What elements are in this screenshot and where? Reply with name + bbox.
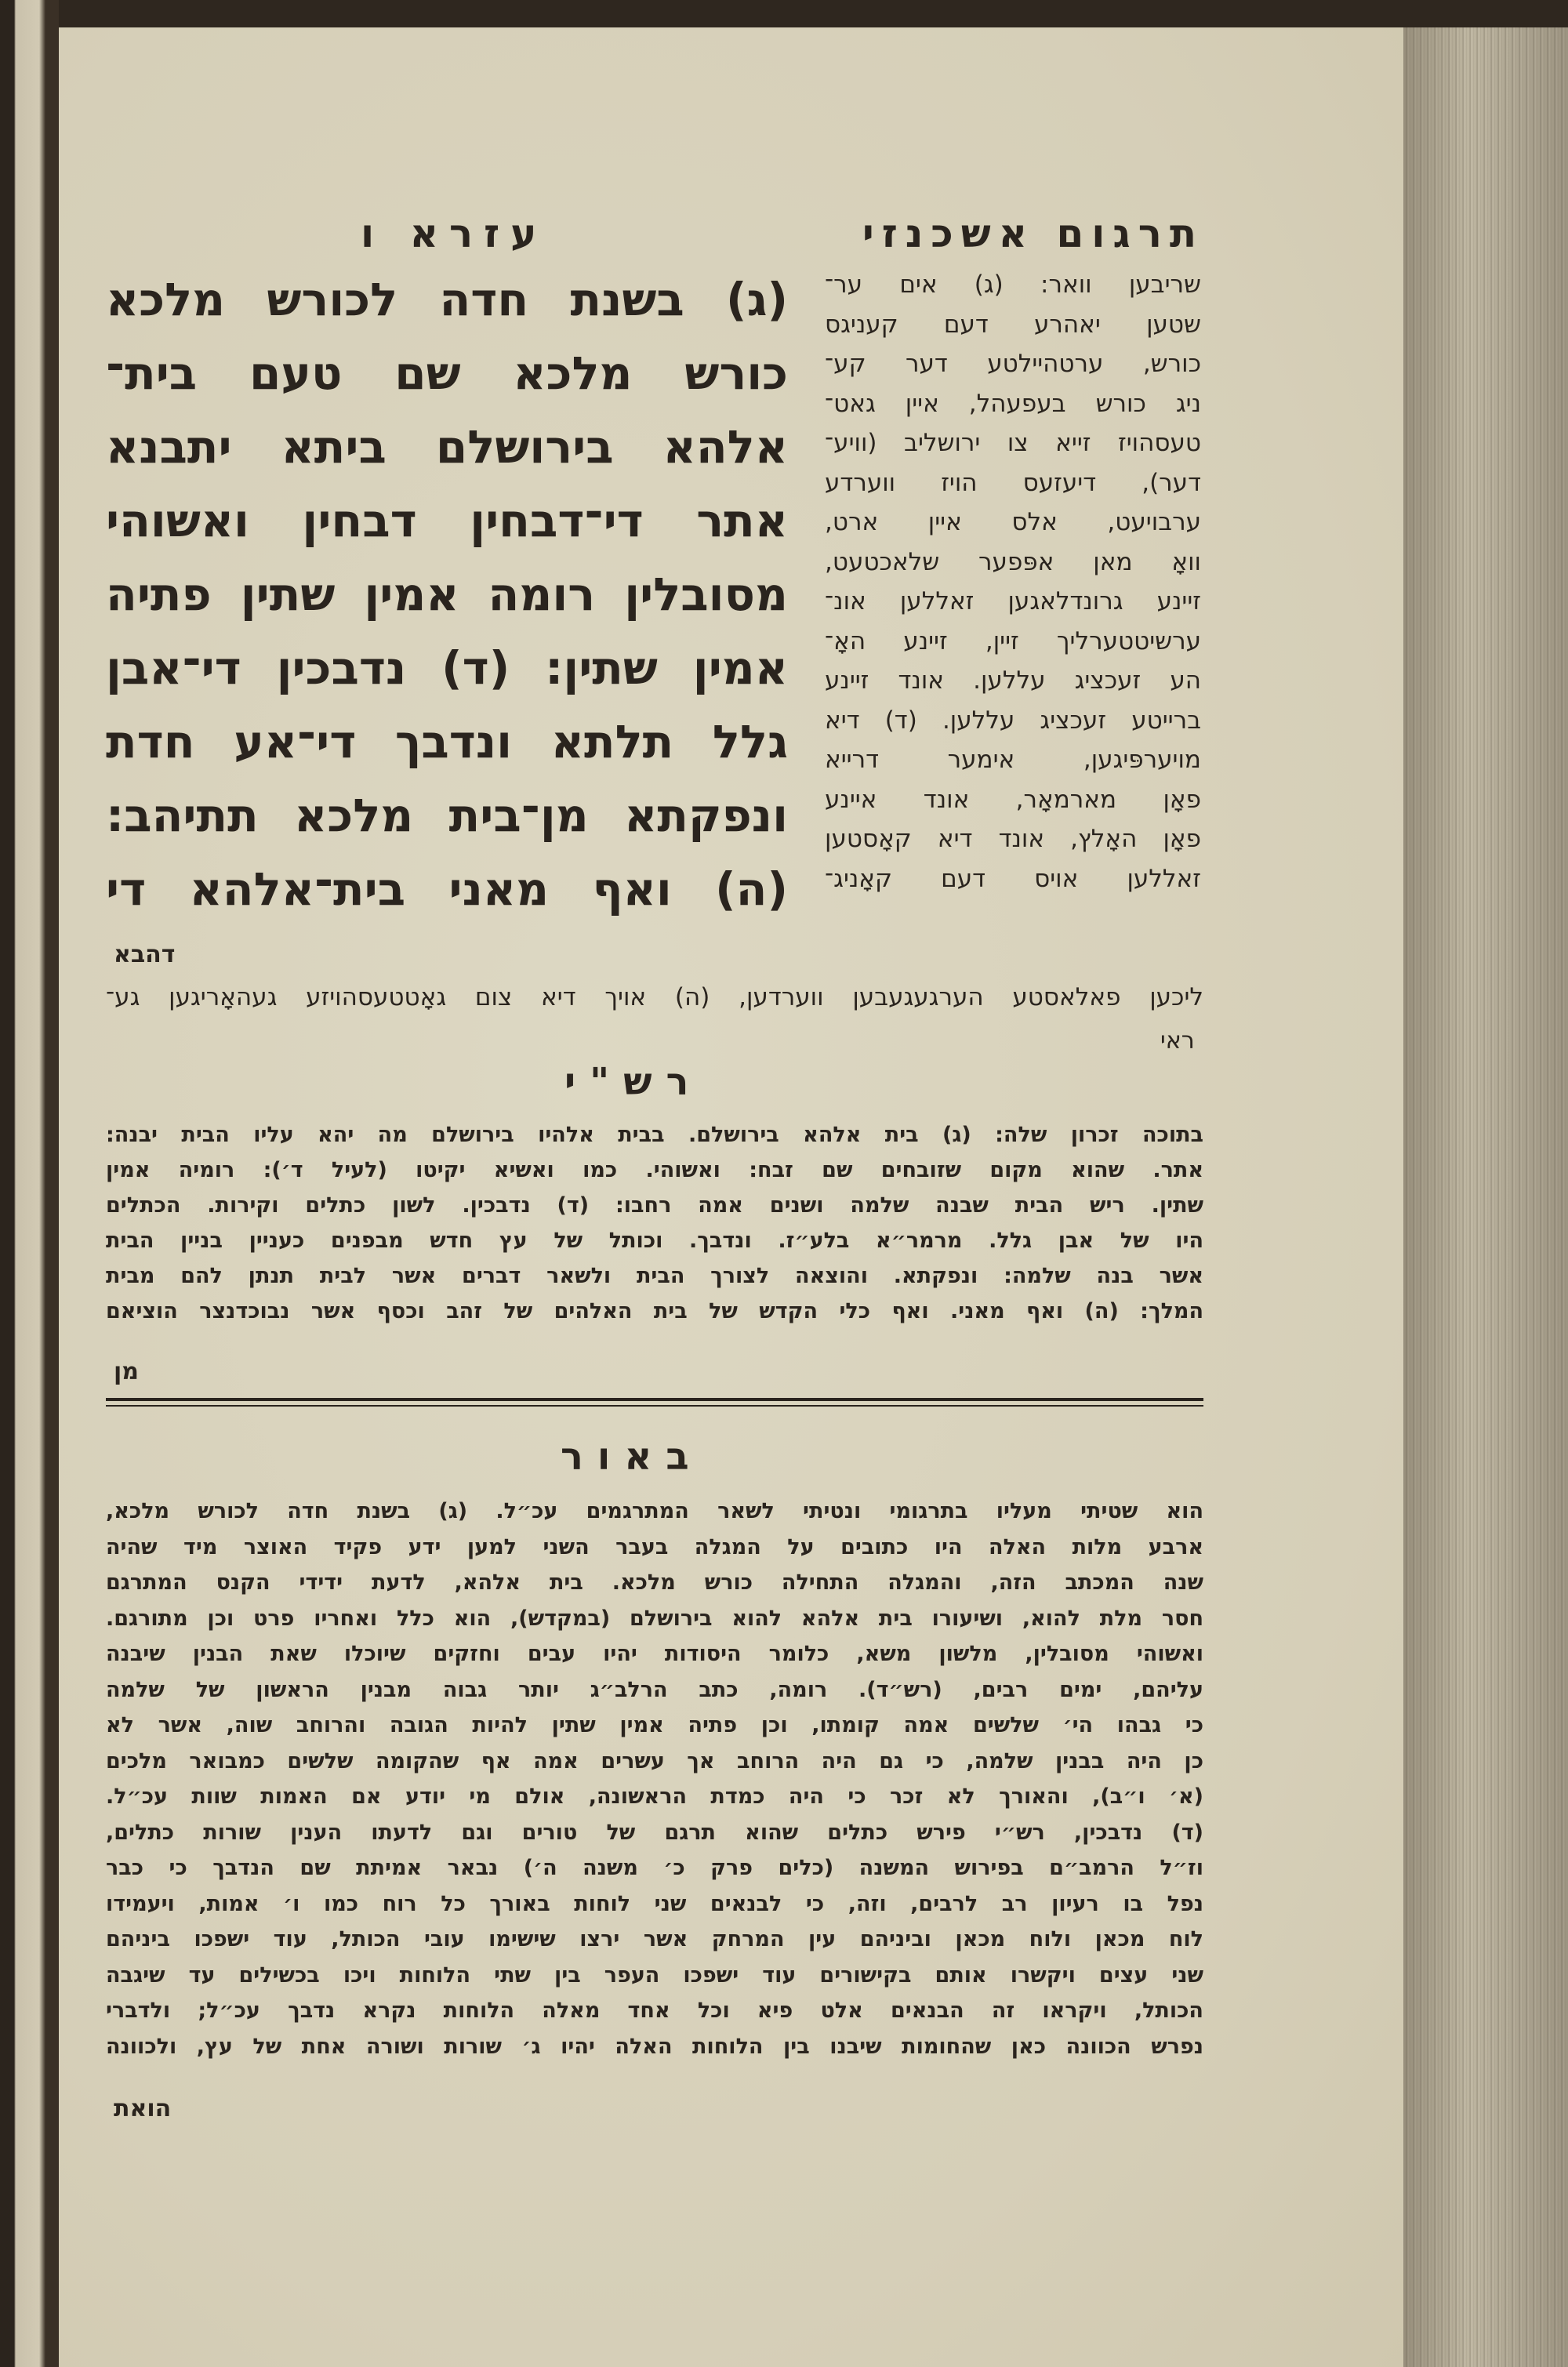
text-line: כורש, ערטהיילטע דער קע־ bbox=[825, 350, 1201, 378]
text-line: הוא שטיתי מעליו בתרגומי ונטיתי לשאר המתרגמים עכ״ל. (ג) בשנת חדה לכורש מלכא, bbox=[106, 1499, 1203, 1523]
biur-catchword: הואת bbox=[114, 2095, 172, 2122]
text-line: ערשיטטערליך זיין, זיינע האָ־ bbox=[825, 626, 1201, 655]
translation-full-width-line: ליכען פאלאסטע הערגעגעבען ווערדען, (ה) אויך דיא צום גאָטטעסהויזע געהאָריגען גע־ bbox=[106, 983, 1203, 1011]
biur-commentary bbox=[106, 1494, 1203, 2064]
text-line: שתין. ריש הבית שבנה שלמה ושנים אמה רחבו: (ד) נדבכין. לשון כתלים וקירות. הכתלים bbox=[106, 1193, 1203, 1218]
aramaic-text-column bbox=[106, 263, 788, 926]
text-line: (ד) נדבכין, רש״י פירש כתלים שהוא תרגם של טורים וגם לדעתו הענין שורות כתלים, bbox=[106, 1820, 1203, 1845]
text-line: ארבע מלות האלה היו כתובים על המגלה בעבר השני למען ידע פקיד האוצר מיד שהיה bbox=[106, 1534, 1203, 1559]
text-line: שטען יאהרע דעם קעניגס bbox=[825, 310, 1201, 339]
text-line: היו של אבן גלל. מרמר״א בלע״ז. ונדבך. וכותל של עץ חדש מבפנים כעניין בניין הבית bbox=[106, 1229, 1203, 1253]
rashi-title: רש"י bbox=[564, 1060, 703, 1104]
text-line: טעסהויז זייא צו ירושליב (וויע־ bbox=[825, 429, 1201, 457]
text-line: בתוכה זכרון שלה: (ג) בית אלהא בירושלם. בבית אלהיו בירושלם מה יהא עליו הבית יבנה: bbox=[106, 1123, 1203, 1147]
text-line: שריבען וואר: (ג) אים ער־ bbox=[825, 270, 1201, 299]
text-line: הכותל, ויקראו זה הבנאים אלט פיא וכל אחד מאלה הלוחות נקרא נדבך עכ״ל; ולדברי bbox=[106, 1999, 1203, 2023]
text-line: פאָן האָלץ, אונד דיא קאָסטען bbox=[825, 825, 1201, 853]
text-line: ונפקתא מן־בית מלכא תתיהב: bbox=[106, 789, 788, 842]
text-line: ערבויעט, אלס איין ארט, bbox=[825, 508, 1201, 536]
text-line: נפרש הכוונה כאן שהחומות שיבנו בין הלוחות האלה יהיו ג׳ שורות ושורה אחת של עץ, ולכוונה bbox=[106, 2034, 1203, 2059]
section-divider bbox=[106, 1398, 1203, 1401]
text-line: אלהא בירושלם ביתא יתבנא bbox=[106, 420, 788, 474]
text-line: אשר בנה שלמה: ונפקתא. והוצאה לצורך הבית ולשאר דברים אשר לבית תנתן להם מבית bbox=[106, 1264, 1203, 1288]
text-line: נפל בו רעיון רב לרבים, וזה, כי לבנאים שני לוחות באורך כל רוח כמו ו׳ אמות, ויעמידו bbox=[106, 1891, 1203, 1916]
text-line: (א׳ ו״ב), והאורך לא זכר כי היה כמדת הראשונה, אולם מי יודע אם האמות שוות עכ״ל. bbox=[106, 1784, 1203, 1809]
text-line: וואָ מאן אפּפער שלאכטעט, bbox=[825, 547, 1201, 576]
text-line: ברייטע זעכציג עללען. (ד) דיא bbox=[825, 706, 1201, 735]
text-line: שנה המכתב הזה, והמגלה התחילה כורש מלכא. בית אלהא, לדעת ידידי הקנס המתרגם bbox=[106, 1570, 1203, 1595]
section-divider-thin bbox=[106, 1405, 1203, 1407]
text-line: (ה) ואף מאני בית־אלהא די bbox=[106, 862, 788, 916]
german-translation-column bbox=[825, 265, 1201, 899]
text-line: כורש מלכא שם טעם בית־ bbox=[106, 347, 788, 400]
text-line: חסר מלת להוא, ושיעורו בית אלהא להוא בירושלם (במקדש), הוא כלל ואחריו פרט וכן מתורגם. bbox=[106, 1606, 1203, 1631]
rashi-catchword: מן bbox=[114, 1358, 140, 1385]
translation-catchword: ראי bbox=[1160, 1027, 1195, 1055]
book-title-header: עזרא ו bbox=[361, 211, 548, 256]
text-line: (ג) בשנת חדה לכורש מלכא bbox=[106, 273, 788, 326]
text-line: מויערפּיגען, אימער דרייא bbox=[825, 746, 1201, 774]
biur-title: באור bbox=[561, 1435, 703, 1479]
text-line: פאָן מארמאָר, אונד איינע bbox=[825, 785, 1201, 814]
text-line: הע זעכציג עללען. אונד זיינע bbox=[825, 666, 1201, 695]
text-line: אתר. שהוא מקום שזובחים שם זבח: ואשוהי. כמו ואשיא יקיטו (לעיל ד׳): רומיה אמין bbox=[106, 1158, 1203, 1182]
text-line: עליהם, ימים רבים, (רש״ד). רומה, כתב הרלב״ג יותר גבוה מבנין הראשון של שלמה bbox=[106, 1677, 1203, 1702]
scan-top-border bbox=[0, 0, 1568, 31]
text-line: זאללען אויס דעם קאָניג־ bbox=[825, 864, 1201, 893]
translation-title-header: תרגום אשכנזי bbox=[862, 211, 1205, 256]
text-line: המלך: (ה) ואף מאני. ואף כלי הקדש של בית האלהים של זהב וכסף אשר נבוכדנצר הוציאם bbox=[106, 1299, 1203, 1323]
text-line: מסובלין רומה אמין שתין פתיה bbox=[106, 568, 788, 621]
text-line: אתר די־דבחין דבחין ואשוהי bbox=[106, 494, 788, 547]
text-line: שני עצים ויקשרו אותם בקישורים עוד ישפכו העפר בין שתי הלוחות ויכו בכשילים עד שיגבה bbox=[106, 1962, 1203, 1988]
text-line: ואשוהי מסובלין, מלשון משא, כלומר היסודות יהיו עבים וחזקים שיוכלו שאת הבנין שיבנה bbox=[106, 1642, 1203, 1666]
text-line: דער), דיעזעס הויז ווערדע bbox=[825, 468, 1201, 497]
text-line: זיינע גרונדלאגען זאללען אונ־ bbox=[825, 587, 1201, 615]
book-spine-edge bbox=[0, 0, 59, 2367]
page-stack-edge bbox=[1403, 27, 1568, 2367]
text-line: אמין שתין: (ד) נדבכין די־אבן bbox=[106, 641, 788, 695]
rashi-commentary bbox=[106, 1117, 1203, 1329]
text-line: כן היה בבנין שלמה, כי גם היה הרוחב אך עשרים אמה אף שהקומה שלשים כמבואר מלכים bbox=[106, 1748, 1203, 1773]
text-line: גלל תלתא ונדבך די־אע חדת bbox=[106, 715, 788, 768]
aramaic-catchword: דהבא bbox=[114, 941, 176, 968]
text-line: כי גבהו הי׳ שלשים אמה קומתו, וכן פתיה אמין שתין להיות הגובה והרוחב שוה, אשר לא bbox=[106, 1713, 1203, 1737]
text-line: לוח מכאן ולוח מכאן וביניהם עין המרחק אשר ירצו שישימו עובי הכותל, עוד ישפכו ביניהם bbox=[106, 1927, 1203, 1951]
text-line: וז״ל הרמב״ם בפירוש המשנה (כלים פרק כ׳ משנה ה׳) נבאר אמיתת שם הנדבך כי כבר bbox=[106, 1856, 1203, 1880]
text-line: ניג כורש בעפעהל, איין גאט־ bbox=[825, 389, 1201, 418]
